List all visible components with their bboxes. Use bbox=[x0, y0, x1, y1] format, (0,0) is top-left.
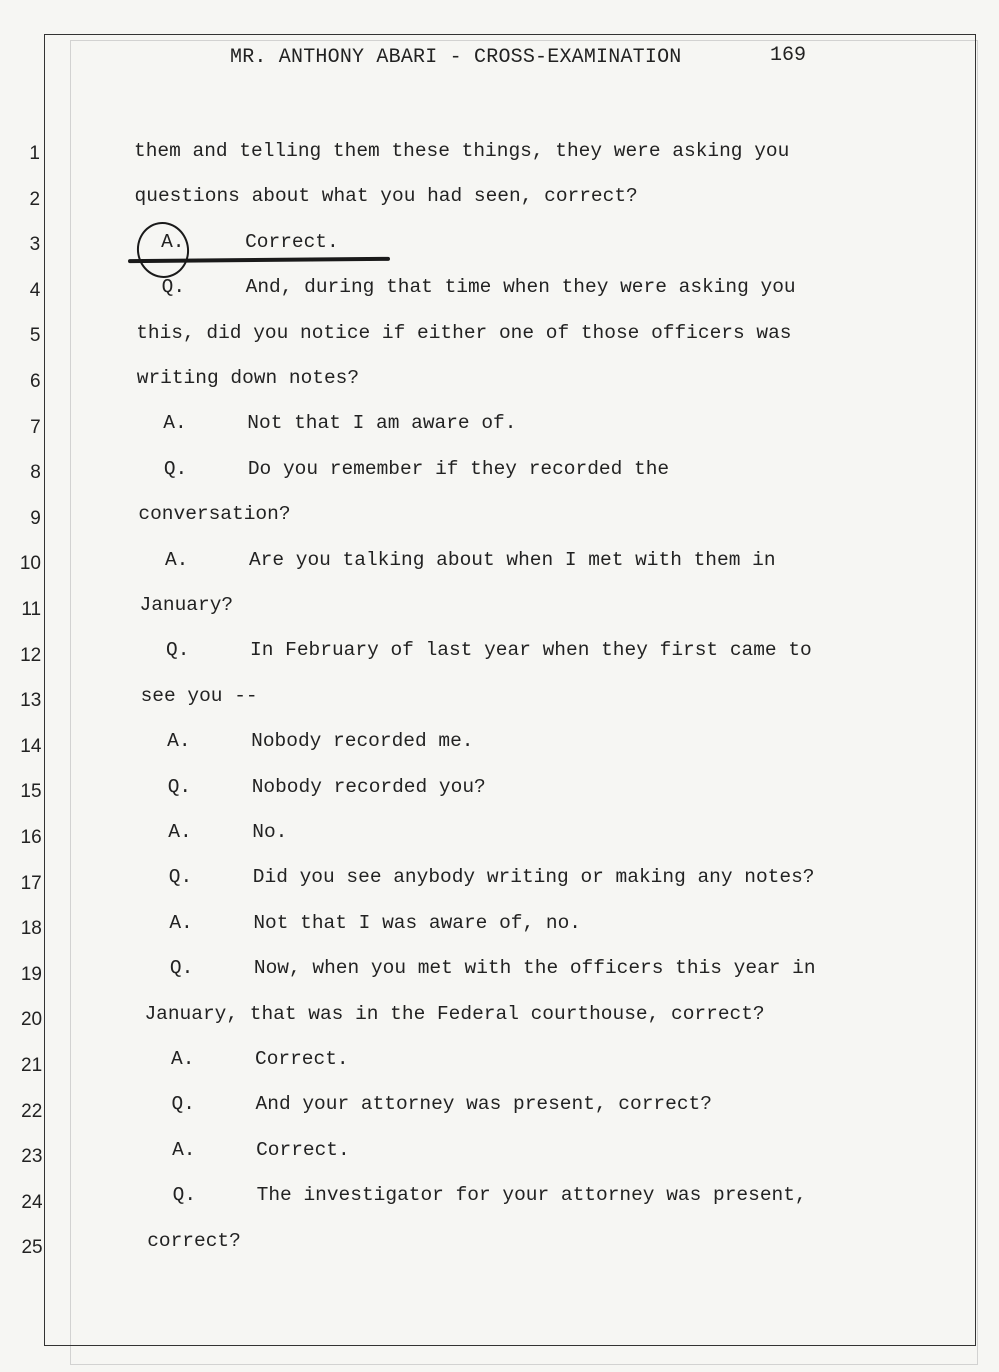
line-text: Correct. bbox=[255, 1048, 349, 1070]
line-number: 5 bbox=[29, 325, 41, 347]
transcript-line bbox=[172, 1093, 712, 1115]
line-number: 14 bbox=[20, 735, 42, 757]
line-number: 10 bbox=[19, 553, 41, 575]
speaker-label: Q. bbox=[167, 775, 192, 798]
line-number: 19 bbox=[20, 963, 42, 985]
line-number: 23 bbox=[21, 1146, 43, 1168]
speaker-label: A. bbox=[171, 1048, 195, 1070]
line-number: 21 bbox=[21, 1055, 43, 1076]
line-number: 11 bbox=[21, 599, 42, 620]
line-text: Not that I am aware of. bbox=[247, 412, 517, 435]
line-number: 18 bbox=[20, 918, 42, 940]
line-text: Are you talking about when I met with them in bbox=[248, 548, 776, 571]
line-text: them and telling them these things, they were asking you bbox=[134, 140, 790, 162]
transcript-line bbox=[141, 685, 258, 707]
line-number: 25 bbox=[21, 1237, 43, 1259]
transcript-line bbox=[163, 412, 516, 434]
line-text: January, that was in the Federal courthouse, correct? bbox=[144, 1002, 765, 1025]
speaker-label: Q. bbox=[166, 639, 190, 662]
line-number: 4 bbox=[29, 279, 41, 301]
speaker-label: A. bbox=[164, 548, 189, 571]
transcript-line bbox=[166, 639, 812, 661]
speaker-label: A. bbox=[169, 911, 193, 934]
speaker-label: Q. bbox=[169, 957, 194, 980]
transcript-line bbox=[134, 140, 789, 162]
transcript-line bbox=[135, 185, 638, 207]
transcript-line bbox=[136, 322, 791, 344]
line-text: And your attorney was present, correct? bbox=[255, 1093, 712, 1116]
speaker-label: Q. bbox=[172, 1184, 197, 1207]
transcript-line bbox=[168, 776, 486, 798]
speaker-label: A. bbox=[168, 821, 192, 843]
transcript-line bbox=[168, 821, 287, 843]
line-number: 8 bbox=[30, 462, 41, 484]
speaker-label: A. bbox=[167, 730, 191, 753]
transcript-line bbox=[169, 912, 581, 934]
line-text: Now, when you met with the officers this year in bbox=[253, 957, 816, 980]
line-text: Correct. bbox=[256, 1138, 350, 1161]
speaker-label: Q. bbox=[163, 457, 188, 480]
line-number: 9 bbox=[30, 507, 41, 529]
line-text: January? bbox=[139, 594, 234, 616]
transcript-line bbox=[170, 957, 816, 979]
line-number: 12 bbox=[20, 644, 42, 666]
transcript-line bbox=[165, 549, 776, 571]
line-number: 24 bbox=[21, 1191, 43, 1213]
line-number: 15 bbox=[20, 781, 42, 803]
transcript-line bbox=[144, 1003, 764, 1025]
line-text: Nobody recorded you? bbox=[251, 775, 486, 798]
line-number: 13 bbox=[20, 690, 42, 712]
line-number: 1 bbox=[29, 143, 40, 164]
speaker-label: Q. bbox=[161, 276, 186, 299]
line-text: And, during that time when they were asking you bbox=[245, 276, 796, 299]
line-text: Correct. bbox=[245, 230, 339, 253]
line-text: see you -- bbox=[140, 684, 258, 707]
line-text: In February of last year when they first came to bbox=[250, 639, 812, 662]
transcript-line bbox=[140, 594, 234, 616]
transcript-line bbox=[147, 1230, 241, 1252]
line-number: 16 bbox=[20, 827, 42, 848]
speaker-label: A. bbox=[163, 412, 187, 435]
line-text: No. bbox=[252, 821, 288, 843]
line-text: conversation? bbox=[138, 503, 291, 526]
transcript-line bbox=[164, 458, 669, 480]
line-text: Not that I was aware of, no. bbox=[253, 911, 581, 934]
speaker-label: A. bbox=[161, 230, 185, 253]
line-number: 2 bbox=[29, 188, 41, 210]
transcript-line bbox=[173, 1184, 807, 1206]
line-number: 20 bbox=[20, 1009, 43, 1031]
speaker-label: Q. bbox=[168, 866, 193, 889]
transcript-line bbox=[167, 730, 473, 752]
line-number: 22 bbox=[21, 1100, 43, 1122]
line-number: 3 bbox=[29, 234, 41, 256]
speaker-label: Q. bbox=[171, 1093, 195, 1116]
transcript-line bbox=[169, 866, 815, 888]
page-number: 169 bbox=[770, 44, 807, 67]
line-text: writing down notes? bbox=[136, 367, 360, 389]
line-text: questions about what you had seen, correct? bbox=[134, 185, 638, 208]
line-number: 17 bbox=[20, 872, 42, 894]
speaker-label: A. bbox=[172, 1138, 196, 1161]
transcript-line bbox=[162, 276, 796, 298]
line-text: Did you see anybody writing or making any notes? bbox=[252, 866, 815, 889]
line-text: The investigator for your attorney was present, bbox=[256, 1184, 807, 1207]
transcript-line bbox=[171, 1048, 349, 1070]
transcript-line bbox=[172, 1139, 350, 1161]
line-text: correct? bbox=[147, 1229, 241, 1252]
line-number: 6 bbox=[29, 371, 41, 392]
line-text: Do you remember if they recorded the bbox=[247, 457, 670, 480]
line-text: this, did you notice if either one of those officers was bbox=[136, 321, 792, 344]
line-number: 7 bbox=[30, 416, 41, 438]
line-text: Nobody recorded me. bbox=[251, 730, 474, 753]
page-title: MR. ANTHONY ABARI - CROSS-EXAMINATION bbox=[230, 46, 682, 69]
transcript-line bbox=[138, 503, 290, 525]
transcript-line bbox=[137, 367, 359, 389]
